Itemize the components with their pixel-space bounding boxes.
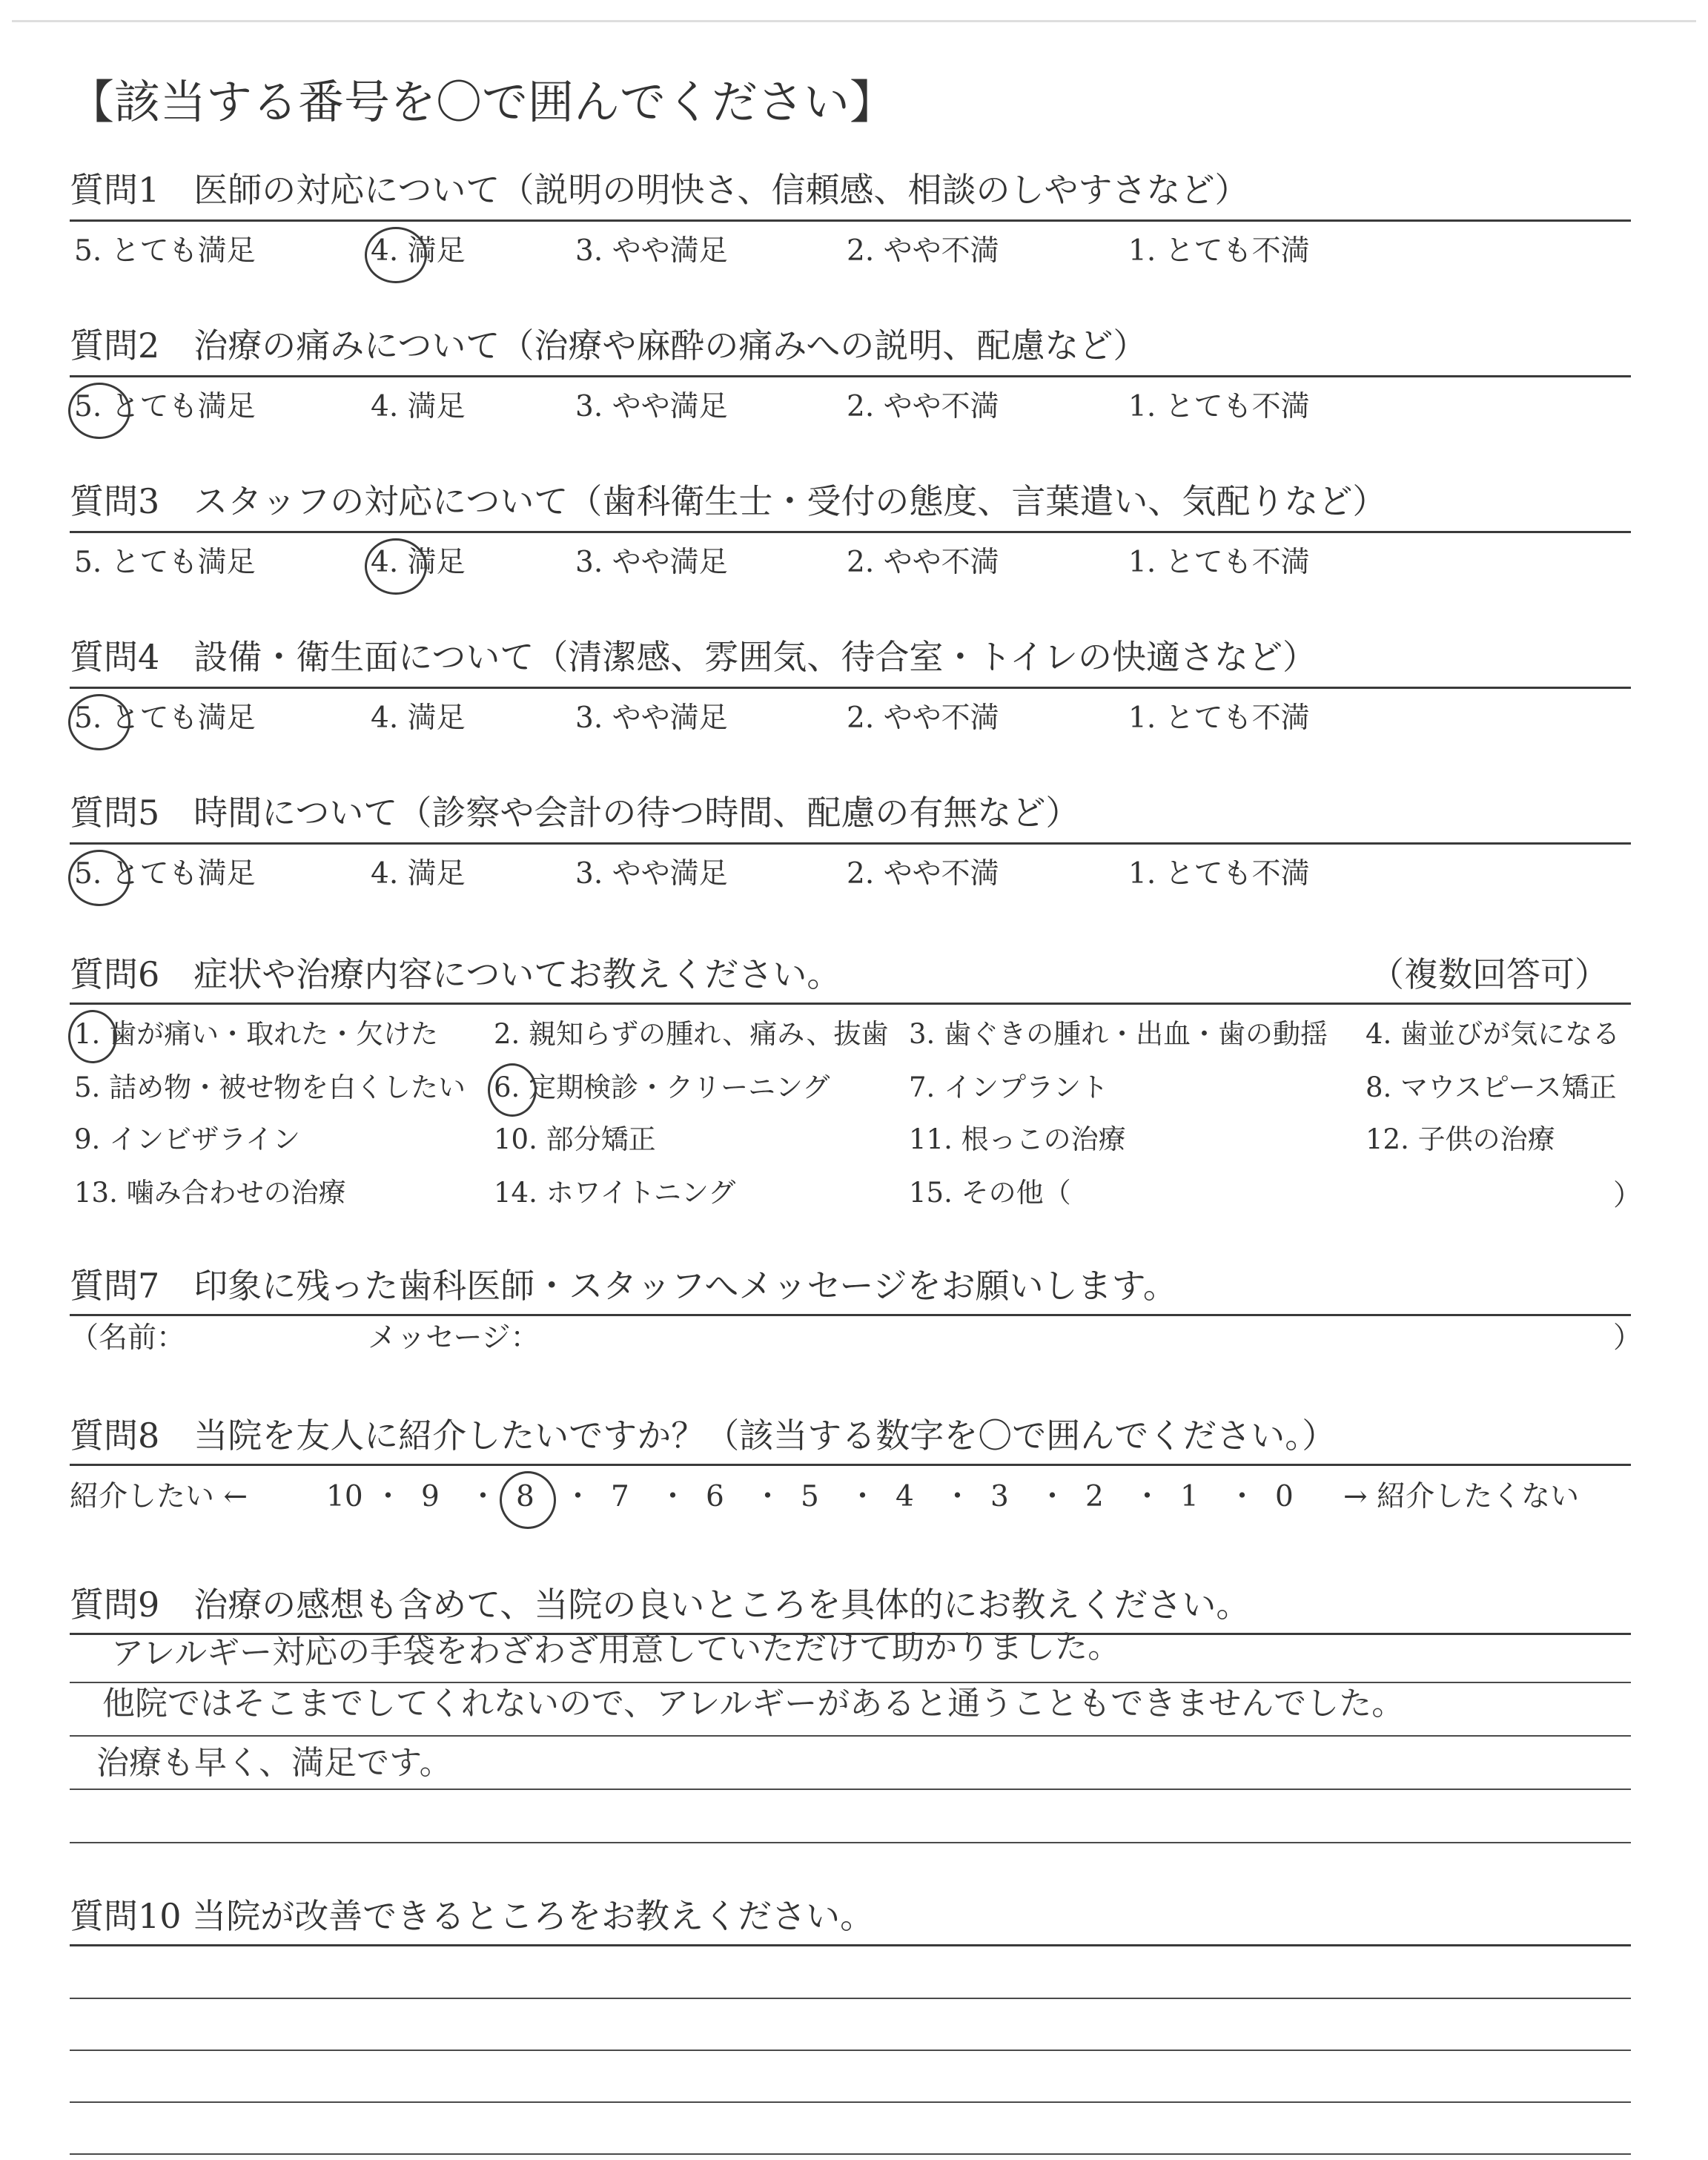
instruction-header: 【該当する番号を〇で囲んでください】: [68, 75, 896, 129]
q3-option-1: 1. とても不満: [1128, 546, 1310, 579]
q8-scale-separator: ・: [1228, 1480, 1257, 1513]
q8-right-label: → 紹介したくない: [1343, 1480, 1580, 1513]
q10-writing-line: [70, 1998, 1631, 1999]
q6-option-2: 2. 親知らずの腫れ、痛み、抜歯: [494, 1018, 889, 1050]
q1-option-5: 5. とても満足: [74, 234, 256, 268]
q6-option-6: 6. 定期検診・クリーニング: [494, 1071, 830, 1103]
q5-option-3: 3. やや満足: [575, 857, 728, 891]
q3-option-3: 3. やや満足: [575, 546, 728, 579]
q6-option-9: 9. インビザライン: [74, 1123, 300, 1155]
q2-option-5: 5. とても満足: [74, 390, 256, 423]
q7-title: 質問7 印象に残った歯科医師・スタッフへメッセージをお願いします。: [70, 1266, 1177, 1306]
q4-option-5: 5. とても満足: [74, 701, 256, 735]
q10-title: 質問10 当院が改善できるところをお教えください。: [70, 1896, 875, 1936]
q9-writing-line: [70, 1789, 1631, 1790]
q6-option-7: 7. インプラント: [909, 1071, 1109, 1103]
q8-scale-1: 1: [1180, 1480, 1199, 1513]
q1-option-4: 4. 満足: [371, 234, 466, 268]
q8-scale-5: 5: [801, 1480, 819, 1513]
q6-option-1: 1. 歯が痛い・取れた・欠けた: [74, 1018, 439, 1050]
q9-title: 質問9 治療の感想も含めて、当院の良いところを具体的にお教えください。: [70, 1585, 1251, 1625]
q7-name-label: （名前：: [70, 1321, 186, 1355]
q4-option-4: 4. 満足: [371, 701, 466, 735]
page-top-edge: [12, 20, 1696, 22]
q10-writing-line: [70, 2153, 1631, 2155]
q5-option-2: 2. やや不満: [847, 857, 999, 891]
q8-scale-8: 8: [516, 1480, 534, 1513]
q8-scale-separator: ・: [848, 1480, 878, 1513]
q8-scale-separator: ・: [1133, 1480, 1162, 1513]
q6-selection-circle: [488, 1063, 537, 1117]
q6-option-3: 3. 歯ぐきの腫れ・出血・歯の動揺: [909, 1018, 1328, 1050]
q4-title: 質問4 設備・衛生面について（清潔感、雰囲気、待合室・トイレの快適さなど）: [70, 637, 1317, 677]
q8-scale-separator: ・: [469, 1480, 498, 1513]
q8-scale-6: 6: [706, 1480, 724, 1513]
q8-scale-2: 2: [1085, 1480, 1104, 1513]
q3-selection-circle: [365, 538, 427, 595]
q9-answer-line-3: 治療も早く、満足です。: [96, 1744, 452, 1782]
q2-selection-circle: [68, 383, 130, 439]
q10-writing-line: [70, 2101, 1631, 2103]
q9-writing-line: [70, 1735, 1631, 1737]
q8-scale-7: 7: [611, 1480, 629, 1513]
q1-option-1: 1. とても不満: [1128, 234, 1310, 268]
q3-option-4: 4. 満足: [371, 546, 466, 579]
q6-multiple-answer-note: （複数回答可）: [1370, 954, 1609, 994]
q4-option-2: 2. やや不満: [847, 701, 999, 735]
q4-option-3: 3. やや満足: [575, 701, 728, 735]
q8-rule: [70, 1464, 1631, 1466]
q7-close-paren: ）: [1613, 1321, 1643, 1355]
q1-option-2: 2. やや不満: [847, 234, 999, 268]
q1-title: 質問1 医師の対応について（説明の明快さ、信頼感、相談のしやすさなど）: [70, 170, 1249, 210]
q8-left-label: 紹介したい ←: [70, 1480, 248, 1513]
q6-option-11: 11. 根っこの治療: [909, 1123, 1126, 1155]
q7-message-label: メッセージ：: [368, 1321, 540, 1355]
q5-option-1: 1. とても不満: [1128, 857, 1310, 891]
q9-answer-line-2: 他院ではそこまでしてくれないので、アレルギーがあると通うこともできませんでした。: [102, 1685, 1405, 1723]
q6-option-14: 14. ホワイトニング: [494, 1177, 736, 1209]
q1-rule: [70, 219, 1631, 222]
q2-rule: [70, 375, 1631, 377]
q4-rule: [70, 687, 1631, 689]
q2-option-1: 1. とても不満: [1128, 390, 1310, 423]
q8-scale-separator: ・: [943, 1480, 973, 1513]
q3-option-5: 5. とても満足: [74, 546, 256, 579]
q6-option-5: 5. 詰め物・被せ物を白くしたい: [74, 1071, 466, 1103]
q9-writing-line: [70, 1842, 1631, 1843]
q6-option-4: 4. 歯並びが気になる: [1366, 1018, 1621, 1050]
q1-selection-circle: [365, 227, 427, 283]
q8-scale-separator: ・: [374, 1480, 403, 1513]
q6-option-12: 12. 子供の治療: [1366, 1123, 1555, 1155]
q2-option-2: 2. やや不満: [847, 390, 999, 423]
q6-other-close-paren: ）: [1613, 1179, 1643, 1212]
q9-answer-line-1: アレルギー対応の手袋をわざわざ用意していただけて助かりました。: [110, 1628, 1121, 1673]
q5-option-4: 4. 満足: [371, 857, 466, 891]
q2-title: 質問2 治療の痛みについて（治療や麻酔の痛みへの説明、配慮など）: [70, 326, 1148, 366]
q2-option-4: 4. 満足: [371, 390, 466, 423]
q5-option-5: 5. とても満足: [74, 857, 256, 891]
q8-scale-10: 10: [326, 1480, 363, 1513]
q4-option-1: 1. とても不満: [1128, 701, 1310, 735]
q8-scale-separator: ・: [753, 1480, 783, 1513]
q6-option-10: 10. 部分矯正: [494, 1123, 656, 1155]
q8-scale-separator: ・: [1038, 1480, 1068, 1513]
q7-rule: [70, 1314, 1631, 1316]
q8-scale-0: 0: [1275, 1480, 1294, 1513]
q6-option-13: 13. 噛み合わせの治療: [74, 1177, 346, 1209]
q4-selection-circle: [68, 694, 130, 750]
q8-scale-separator: ・: [658, 1480, 688, 1513]
q10-rule: [70, 1944, 1631, 1946]
q6-selection-circle: [68, 1010, 117, 1063]
q5-selection-circle: [68, 850, 130, 906]
q3-rule: [70, 531, 1631, 533]
q6-title: 質問6 症状や治療内容についてお教えください。: [70, 954, 841, 994]
q6-option-8: 8. マウスピース矯正: [1366, 1071, 1617, 1103]
q8-scale-separator: ・: [563, 1480, 593, 1513]
q3-title: 質問3 スタッフの対応について（歯科衛生士・受付の態度、言葉遣い、気配りなど）: [70, 481, 1387, 521]
q1-option-3: 3. やや満足: [575, 234, 728, 268]
q6-rule: [70, 1003, 1631, 1005]
q6-option-15: 15. その他（: [909, 1177, 1071, 1209]
q8-scale-4: 4: [896, 1480, 914, 1513]
q2-option-3: 3. やや満足: [575, 390, 728, 423]
q8-scale-9: 9: [421, 1480, 440, 1513]
q8-title: 質問8 当院を友人に紹介したいですか？（該当する数字を〇で囲んでください。）: [70, 1416, 1337, 1456]
q8-selection-circle: [500, 1471, 556, 1529]
q5-title: 質問5 時間について（診察や会計の待つ時間、配慮の有無など）: [70, 793, 1080, 833]
q10-writing-line: [70, 2050, 1631, 2051]
q3-option-2: 2. やや不満: [847, 546, 999, 579]
q8-scale-3: 3: [990, 1480, 1009, 1513]
q5-rule: [70, 842, 1631, 845]
